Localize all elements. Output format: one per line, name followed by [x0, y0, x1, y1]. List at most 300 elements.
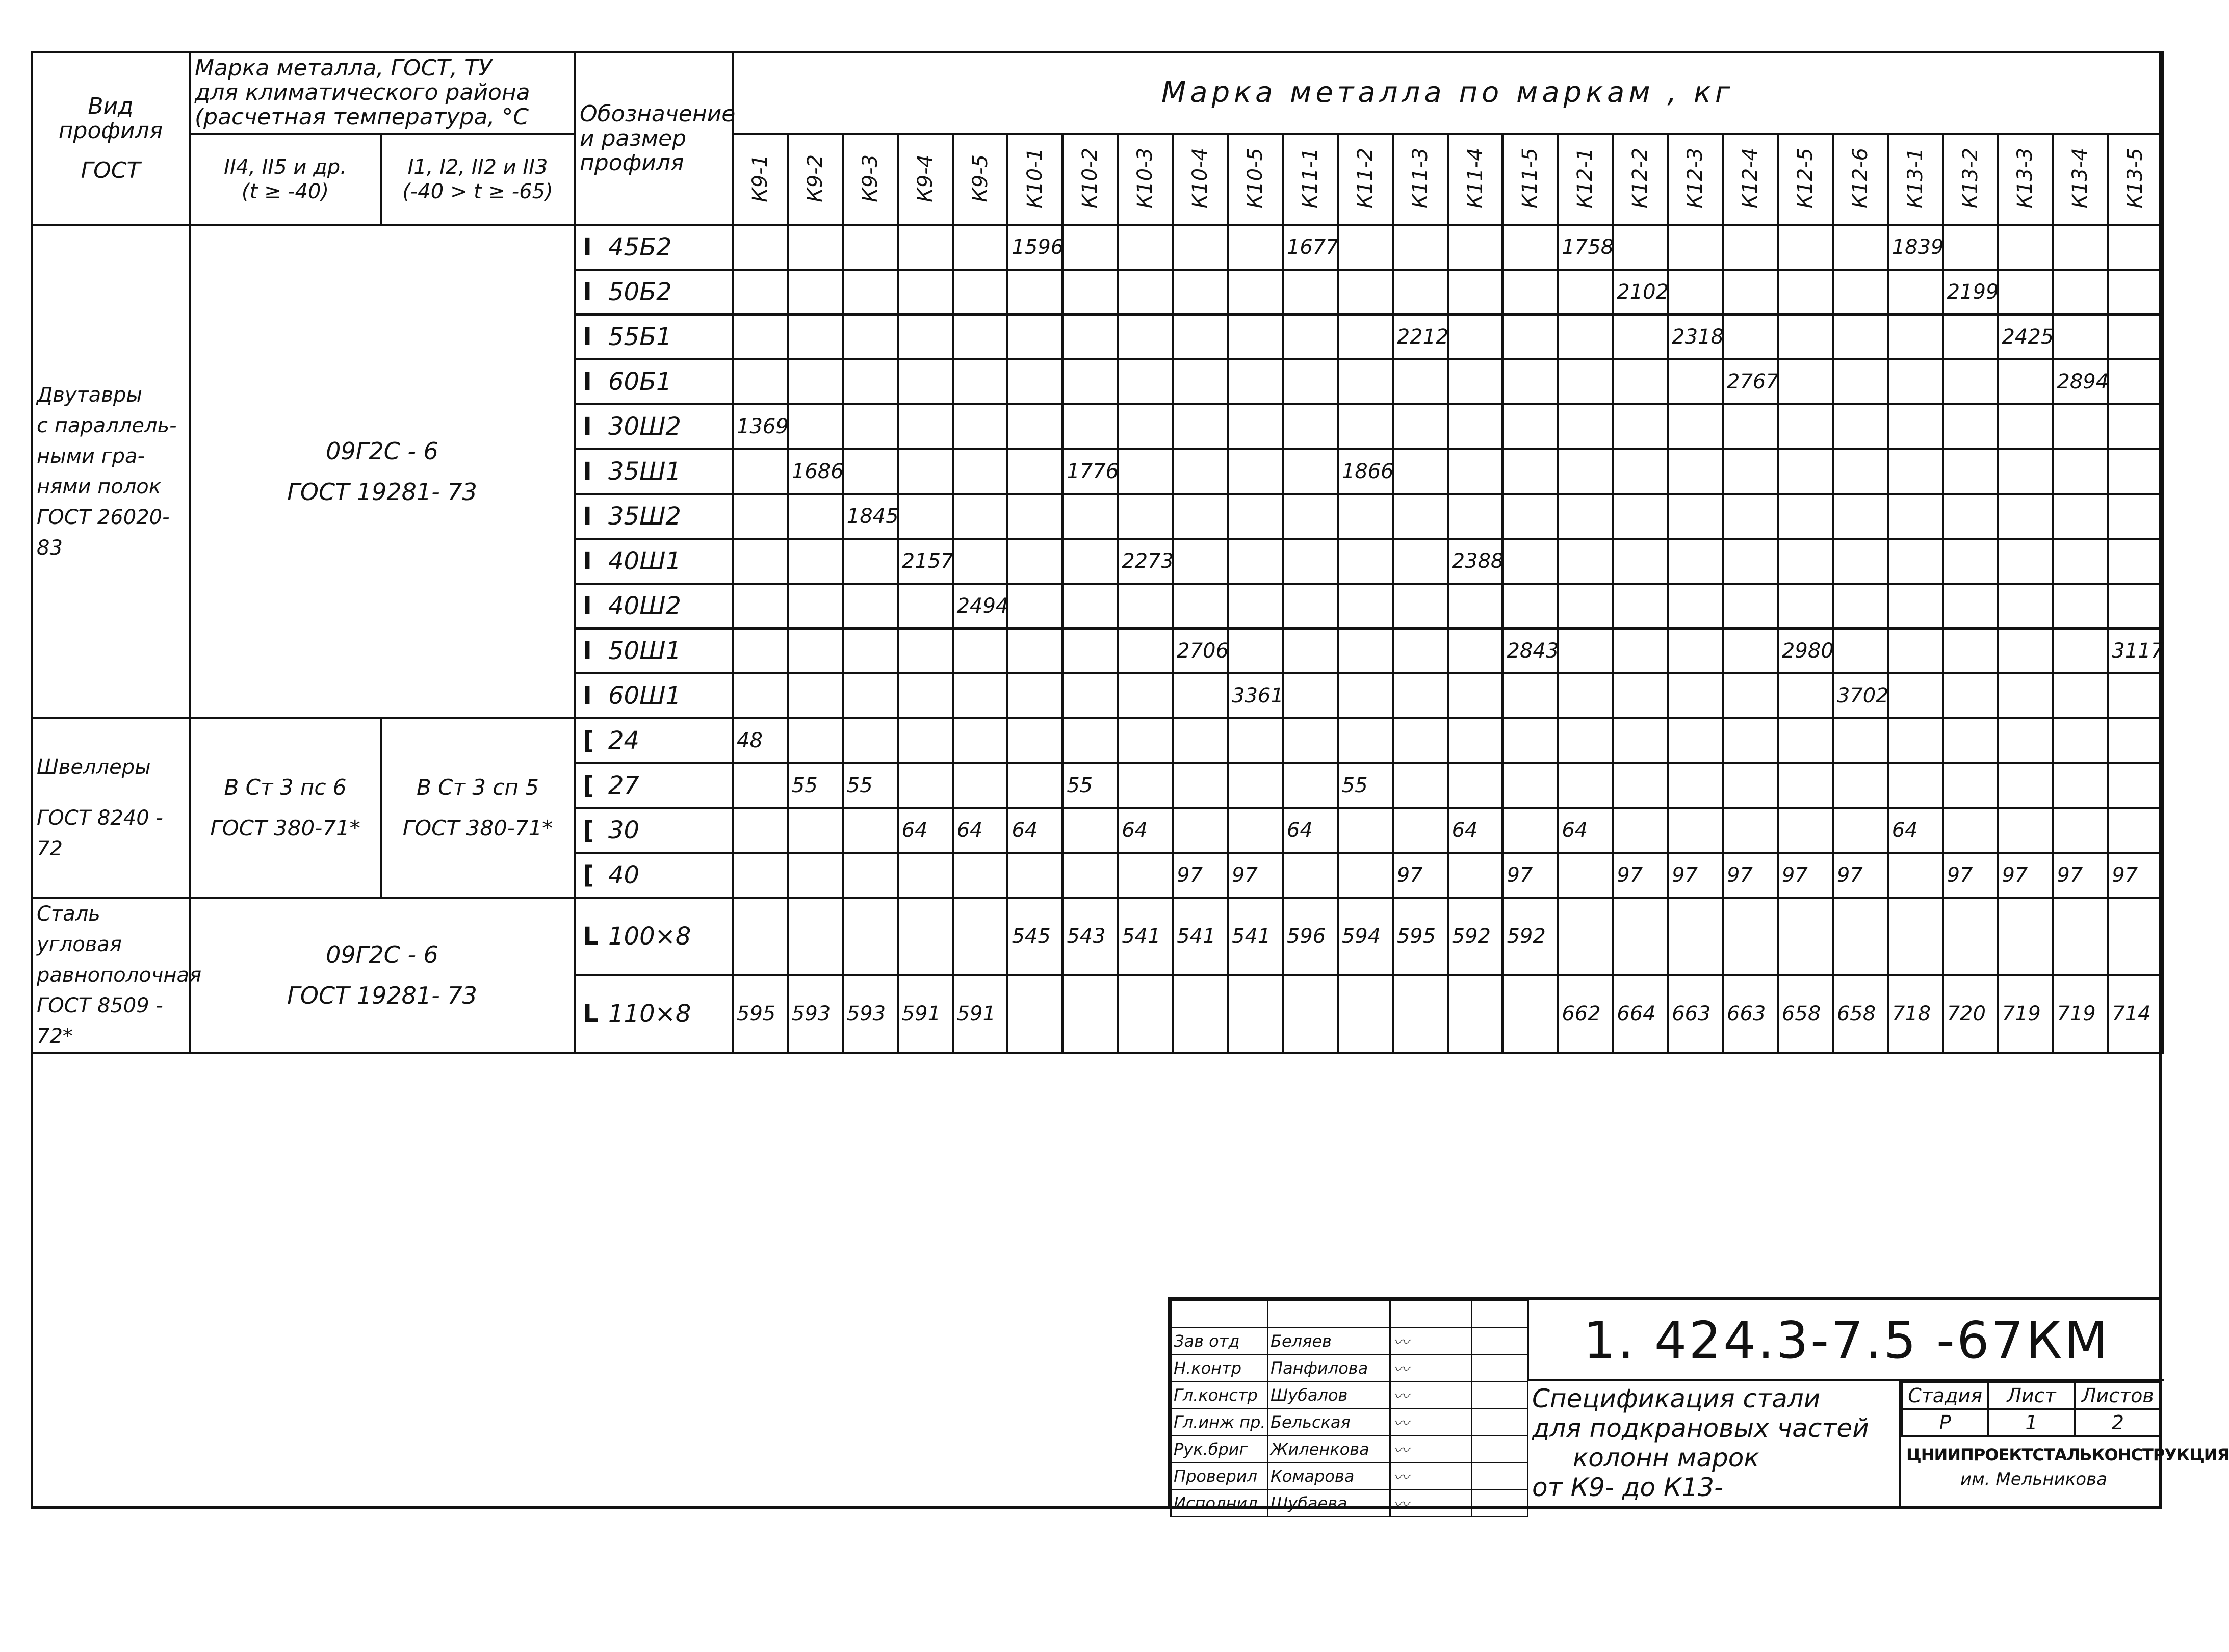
- mark-header: К9-5: [953, 134, 1008, 225]
- mass-cell: 2157: [898, 539, 953, 584]
- profile-size: 30: [608, 816, 640, 845]
- mass-cell: [843, 898, 898, 975]
- signature-icon: 〰: [1390, 1382, 1472, 1409]
- mass-cell: [1393, 975, 1448, 1053]
- steel-grade: [190, 898, 575, 1053]
- mass-cell: [1118, 975, 1173, 1053]
- mass-cell: 2894: [2053, 359, 2108, 404]
- mass-cell: [898, 853, 953, 898]
- mass-cell: [1613, 539, 1668, 584]
- mass-cell: [1007, 673, 1062, 718]
- mass-cell: [1338, 314, 1393, 359]
- mass-cell: [2108, 270, 2163, 314]
- mass-cell: 2843: [1502, 628, 1558, 673]
- mass-cell: [1668, 898, 1723, 975]
- mass-cell: [1833, 763, 1888, 808]
- profile-symbol-icon: I: [583, 278, 592, 306]
- mass-cell: [1338, 270, 1393, 314]
- mass-cell: [1173, 539, 1228, 584]
- mark-header: К10-5: [1228, 134, 1283, 225]
- mass-cell: 64: [1283, 808, 1338, 853]
- mass-cell: [1338, 359, 1393, 404]
- mass-cell: [1062, 539, 1118, 584]
- mass-cell: 591: [898, 975, 953, 1053]
- mass-cell: [1228, 975, 1283, 1053]
- profile-size: 50Б2: [608, 278, 672, 306]
- mass-cell: [1502, 808, 1558, 853]
- mark-header: К10-4: [1173, 134, 1228, 225]
- mass-cell: [1998, 584, 2053, 628]
- mass-cell: 2273: [1118, 539, 1173, 584]
- mass-cell: [1943, 539, 1998, 584]
- mass-cell: [1228, 314, 1283, 359]
- mass-cell: [1558, 853, 1613, 898]
- mass-cell: 595: [1393, 898, 1448, 975]
- mass-cell: 1776: [1062, 449, 1118, 494]
- profile-size: 27: [608, 771, 640, 800]
- mass-cell: [733, 314, 788, 359]
- steel-grade-line: ГОСТ 19281- 73: [287, 982, 477, 1009]
- mark-header: К12-2: [1613, 134, 1668, 225]
- mass-cell: [1943, 628, 1998, 673]
- profile-symbol-icon: [: [583, 771, 594, 800]
- mass-cell: [788, 628, 843, 673]
- mass-cell: [2053, 404, 2108, 449]
- mass-cell: [1393, 225, 1448, 270]
- mass-cell: [1228, 808, 1283, 853]
- mass-cell: [1613, 898, 1668, 975]
- title-line: Спецификация стали: [1532, 1384, 1821, 1413]
- mass-cell: 1596: [1007, 225, 1062, 270]
- mass-cell: [1062, 314, 1118, 359]
- mass-cell: 592: [1448, 898, 1503, 975]
- mass-cell: [1228, 763, 1283, 808]
- mass-cell: [1448, 853, 1503, 898]
- mass-cell: [898, 763, 953, 808]
- mass-cell: [1007, 449, 1062, 494]
- mass-cell: 592: [1502, 898, 1558, 975]
- mass-cell: [898, 314, 953, 359]
- mass-cell: [1173, 673, 1228, 718]
- mass-cell: [1998, 718, 2053, 763]
- sheet-label: Лист: [1988, 1382, 2075, 1409]
- mass-cell: [1888, 853, 1943, 898]
- mass-cell: [843, 853, 898, 898]
- mass-cell: [953, 853, 1008, 898]
- mass-cell: [2053, 270, 2108, 314]
- mass-cell: [1283, 628, 1338, 673]
- mass-cell: [788, 404, 843, 449]
- mass-cell: [1833, 808, 1888, 853]
- mass-cell: [2108, 898, 2163, 975]
- mass-cell: [1723, 763, 1778, 808]
- mark-header: К9-1: [733, 134, 788, 225]
- mass-cell: [1448, 449, 1503, 494]
- mass-cell: 596: [1283, 898, 1338, 975]
- profile-designation: [575, 539, 733, 584]
- profile-symbol-icon: I: [583, 592, 592, 620]
- mass-cell: [1228, 718, 1283, 763]
- mass-cell: 97: [1778, 853, 1833, 898]
- profile-size: 55Б1: [608, 323, 672, 351]
- mass-cell: [898, 718, 953, 763]
- mass-cell: [1778, 359, 1833, 404]
- mass-cell: [1118, 404, 1173, 449]
- mass-cell: [1723, 225, 1778, 270]
- mass-cell: [1062, 808, 1118, 853]
- mass-cell: [1502, 404, 1558, 449]
- steel-grade: [190, 225, 575, 718]
- mass-cell: [1668, 449, 1723, 494]
- person-name: Комарова: [1268, 1463, 1390, 1490]
- mass-cell: [1833, 225, 1888, 270]
- mass-cell: [1118, 270, 1173, 314]
- mass-cell: [1173, 718, 1228, 763]
- mass-cell: [1338, 808, 1393, 853]
- mark-header: К11-1: [1283, 134, 1338, 225]
- mass-cell: 3117: [2108, 628, 2163, 673]
- mass-cell: [1888, 763, 1943, 808]
- mass-cell: [953, 673, 1008, 718]
- mark-header: К13-5: [2108, 134, 2163, 225]
- mass-cell: [1943, 808, 1998, 853]
- mass-cell: [1558, 718, 1613, 763]
- profile-designation: [575, 808, 733, 853]
- mass-cell: [1613, 673, 1668, 718]
- mass-cell: [2108, 449, 2163, 494]
- mass-cell: [1338, 628, 1393, 673]
- steel-grade: [190, 718, 381, 898]
- mass-cell: [2108, 539, 2163, 584]
- mass-cell: [1998, 404, 2053, 449]
- mass-cell: [1007, 584, 1062, 628]
- mass-cell: [788, 314, 843, 359]
- empty-cell: [1472, 1463, 1528, 1490]
- mass-cell: [1007, 853, 1062, 898]
- mass-cell: [1778, 718, 1833, 763]
- mass-cell: [1338, 975, 1393, 1053]
- profile-designation: [575, 314, 733, 359]
- mass-cell: [1393, 718, 1448, 763]
- mass-cell: [843, 584, 898, 628]
- mass-cell: 97: [1173, 853, 1228, 898]
- mass-cell: [1228, 225, 1283, 270]
- role: Гл.констр: [1171, 1382, 1268, 1409]
- profile-size: 24: [608, 726, 640, 755]
- mass-cell: [1502, 718, 1558, 763]
- mass-cell: [1668, 359, 1723, 404]
- empty-cell: [1268, 1301, 1390, 1328]
- mass-cell: [2053, 584, 2108, 628]
- mass-cell: [1888, 673, 1943, 718]
- mass-cell: [1833, 628, 1888, 673]
- mass-cell: [1888, 718, 1943, 763]
- mass-cell: [1778, 763, 1833, 808]
- mass-cell: [1228, 404, 1283, 449]
- group-name-line: ГОСТ 8240 - 72: [37, 806, 163, 860]
- title-line: для подкрановых частей: [1532, 1413, 1869, 1443]
- mass-cell: [1228, 494, 1283, 539]
- role: Н.контр: [1171, 1355, 1268, 1382]
- mass-cell: [1888, 898, 1943, 975]
- mass-cell: [1283, 404, 1338, 449]
- mass-cell: 97: [1943, 853, 1998, 898]
- mass-cell: [788, 225, 843, 270]
- mass-cell: [1393, 763, 1448, 808]
- mass-cell: [1283, 718, 1338, 763]
- mass-cell: [1338, 404, 1393, 449]
- mark-header: К13-2: [1943, 134, 1998, 225]
- mass-cell: 97: [1998, 853, 2053, 898]
- mass-cell: [953, 404, 1008, 449]
- organization-name: ЦНИИПРОЕКТСТАЛЬКОНСТРУКЦИЯ: [1906, 1445, 2229, 1464]
- mass-cell: [1613, 494, 1668, 539]
- mass-cell: [1888, 449, 1943, 494]
- mass-cell: 718: [1888, 975, 1943, 1053]
- empty-cell: [1472, 1409, 1528, 1436]
- mass-cell: 719: [1998, 975, 2053, 1053]
- mass-cell: [2053, 763, 2108, 808]
- mass-cell: [1448, 359, 1503, 404]
- mass-cell: 48: [733, 718, 788, 763]
- mass-cell: [1558, 494, 1613, 539]
- mass-cell: [1668, 718, 1723, 763]
- mass-cell: [1778, 404, 1833, 449]
- role: Исполнил: [1171, 1490, 1268, 1517]
- mass-cell: 55: [1062, 763, 1118, 808]
- profile-symbol-icon: L: [583, 1000, 599, 1028]
- mass-cell: [1173, 270, 1228, 314]
- mass-cell: [1502, 494, 1558, 539]
- mass-cell: [898, 673, 953, 718]
- mark-header: К11-5: [1502, 134, 1558, 225]
- mass-cell: [953, 449, 1008, 494]
- mass-cell: [1173, 808, 1228, 853]
- mass-cell: 664: [1613, 975, 1668, 1053]
- profile-size: 100×8: [608, 922, 691, 951]
- mass-cell: [1448, 718, 1503, 763]
- mass-cell: [1943, 673, 1998, 718]
- mass-cell: [953, 359, 1008, 404]
- profile-group-name: [32, 898, 202, 1053]
- organization-subname: им. Мельникова: [1960, 1469, 2107, 1489]
- mass-cell: [788, 359, 843, 404]
- mass-cell: [1943, 449, 1998, 494]
- document-title: [1532, 1384, 1899, 1502]
- mass-cell: [733, 449, 788, 494]
- mass-cell: [843, 404, 898, 449]
- mass-cell: [1613, 449, 1668, 494]
- mass-cell: [1007, 404, 1062, 449]
- profile-symbol-icon: [: [583, 861, 594, 889]
- mass-cell: 2767: [1723, 359, 1778, 404]
- mass-cell: [1668, 225, 1723, 270]
- mass-cell: 97: [1668, 853, 1723, 898]
- mass-cell: [843, 628, 898, 673]
- mass-cell: [1338, 539, 1393, 584]
- mass-cell: [788, 718, 843, 763]
- empty-cell: [1472, 1355, 1528, 1382]
- mass-cell: [1833, 718, 1888, 763]
- mass-cell: 1369: [733, 404, 788, 449]
- mass-cell: 658: [1833, 975, 1888, 1053]
- steel-grade-line: 09Г2С - 6: [326, 437, 438, 465]
- steel-grade-line: ГОСТ 380-71*: [402, 816, 553, 841]
- mass-cell: [1943, 494, 1998, 539]
- mass-cell: [1998, 808, 2053, 853]
- mass-cell: [1393, 359, 1448, 404]
- mass-cell: [1833, 494, 1888, 539]
- profile-size: 40: [608, 861, 640, 889]
- profile-symbol-icon: I: [583, 681, 592, 710]
- mass-cell: [1502, 673, 1558, 718]
- mass-cell: [1283, 673, 1338, 718]
- mass-cell: 64: [953, 808, 1008, 853]
- profile-designation: [575, 494, 733, 539]
- mass-cell: [1558, 404, 1613, 449]
- mass-cell: 64: [898, 808, 953, 853]
- profile-designation: [575, 673, 733, 718]
- mass-cell: [788, 808, 843, 853]
- mass-cell: [1998, 539, 2053, 584]
- mass-cell: [1613, 404, 1668, 449]
- mass-cell: 714: [2108, 975, 2163, 1053]
- profile-designation: [575, 225, 733, 270]
- mass-cell: [1448, 975, 1503, 1053]
- mass-cell: [1668, 270, 1723, 314]
- mass-cell: [1778, 539, 1833, 584]
- mass-cell: 97: [1613, 853, 1668, 898]
- role: Зав отд: [1171, 1328, 1268, 1355]
- sheet-value: 1: [1988, 1409, 2075, 1436]
- mass-cell: [1393, 584, 1448, 628]
- mark-header: К13-1: [1888, 134, 1943, 225]
- mass-cell: 1677: [1283, 225, 1338, 270]
- mass-cell: [953, 628, 1008, 673]
- mass-cell: [843, 539, 898, 584]
- profile-symbol-icon: [: [583, 726, 594, 755]
- mass-cell: [1118, 718, 1173, 763]
- mass-cell: [898, 449, 953, 494]
- mass-cell: [843, 449, 898, 494]
- mass-cell: [1283, 584, 1338, 628]
- mass-cell: 2212: [1393, 314, 1448, 359]
- mass-cell: [843, 808, 898, 853]
- mass-cell: 719: [2053, 975, 2108, 1053]
- mass-cell: [1228, 628, 1283, 673]
- mass-cell: [1283, 975, 1338, 1053]
- mass-cell: [1173, 449, 1228, 494]
- steel-grade-line: ГОСТ 380-71*: [210, 816, 360, 841]
- mass-cell: [1613, 718, 1668, 763]
- mass-cell: [1613, 584, 1668, 628]
- profile-designation: [575, 898, 733, 975]
- steel-grade-line: 09Г2С - 6: [326, 941, 438, 968]
- mass-cell: [1888, 584, 1943, 628]
- mass-cell: [1998, 673, 2053, 718]
- mass-cell: [1118, 763, 1173, 808]
- mass-cell: [1502, 225, 1558, 270]
- profile-symbol-icon: I: [583, 457, 592, 486]
- profile-symbol-icon: I: [583, 547, 592, 575]
- mass-cell: [733, 584, 788, 628]
- mass-cell: [2053, 225, 2108, 270]
- empty-cell: [1171, 1301, 1268, 1328]
- mass-cell: [1558, 628, 1613, 673]
- signature-icon: 〰: [1390, 1409, 1472, 1436]
- mass-cell: [1338, 225, 1393, 270]
- mass-cell: 2980: [1778, 628, 1833, 673]
- mass-cell: [733, 673, 788, 718]
- steel-specification-table: [31, 51, 2164, 1054]
- mass-cell: 97: [1228, 853, 1283, 898]
- mass-cell: 97: [2053, 853, 2108, 898]
- profile-designation: [575, 628, 733, 673]
- mass-cell: [788, 270, 843, 314]
- mass-cell: [1062, 270, 1118, 314]
- mass-cell: 720: [1943, 975, 1998, 1053]
- mass-cell: 543: [1062, 898, 1118, 975]
- mass-cell: [1283, 359, 1338, 404]
- mass-cell: 2706: [1173, 628, 1228, 673]
- empty-cell: [1472, 1490, 1528, 1517]
- mass-cell: [2108, 225, 2163, 270]
- mark-header: К11-4: [1448, 134, 1503, 225]
- mass-cell: [1007, 975, 1062, 1053]
- profile-size: 45Б2: [608, 233, 672, 261]
- header-profile-type: Вид профиля ГОСТ: [32, 52, 190, 225]
- mass-cell: 64: [1007, 808, 1062, 853]
- mass-cell: [843, 225, 898, 270]
- mass-cell: [1448, 673, 1503, 718]
- mass-cell: [1118, 225, 1173, 270]
- mass-cell: 2494: [953, 584, 1008, 628]
- profile-symbol-icon: [: [583, 816, 594, 845]
- mass-cell: 658: [1778, 975, 1833, 1053]
- mass-cell: [1283, 539, 1338, 584]
- mass-cell: [1228, 270, 1283, 314]
- profile-designation: [575, 763, 733, 808]
- mass-cell: [1393, 673, 1448, 718]
- mark-header: К12-3: [1668, 134, 1723, 225]
- mass-cell: [1778, 225, 1833, 270]
- header-group-title: Марка металла по маркам , кг: [733, 52, 2163, 134]
- mass-cell: [733, 225, 788, 270]
- mass-cell: [1943, 898, 1998, 975]
- profile-designation: [575, 359, 733, 404]
- mass-cell: [1502, 539, 1558, 584]
- mass-cell: 97: [2108, 853, 2163, 898]
- mass-cell: 3361: [1228, 673, 1283, 718]
- profile-size: 60Б1: [608, 368, 672, 396]
- mass-cell: [843, 673, 898, 718]
- mass-cell: [788, 853, 843, 898]
- mark-header: К13-3: [1998, 134, 2053, 225]
- approval-table: [1170, 1300, 1528, 1517]
- steel-grade-line: В Ст 3 пс 6: [224, 775, 347, 800]
- mass-cell: [2108, 494, 2163, 539]
- mass-cell: [2108, 359, 2163, 404]
- mass-cell: [1778, 270, 1833, 314]
- mass-cell: [2108, 718, 2163, 763]
- mass-cell: [1558, 673, 1613, 718]
- mass-cell: [1668, 763, 1723, 808]
- mass-cell: [1998, 270, 2053, 314]
- mass-cell: [1062, 673, 1118, 718]
- role: Проверил: [1171, 1463, 1268, 1490]
- mass-cell: 594: [1338, 898, 1393, 975]
- mass-cell: [1118, 449, 1173, 494]
